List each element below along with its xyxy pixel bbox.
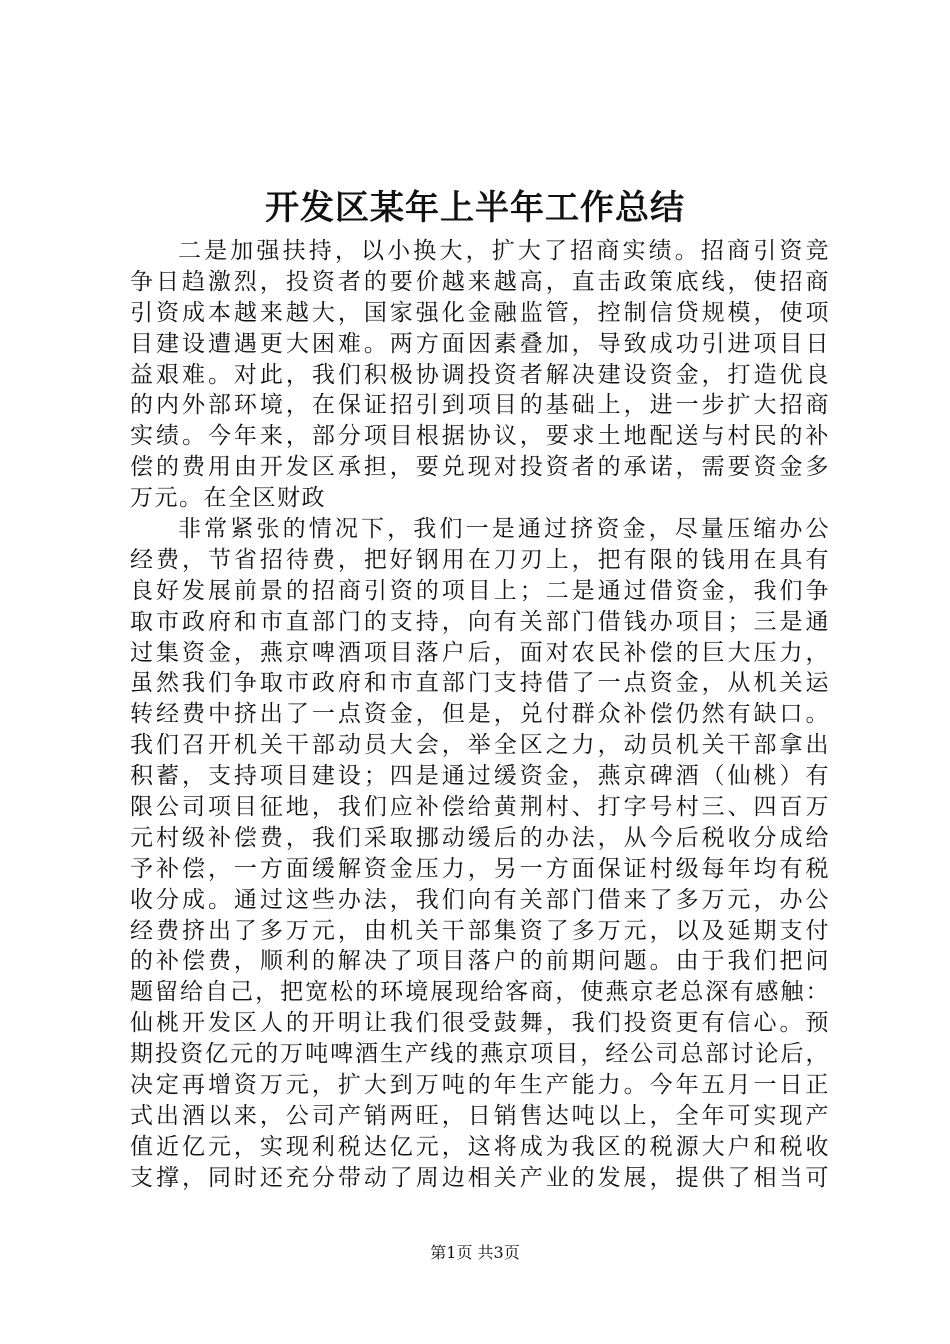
text-line: 值近亿元，实现利税达亿元，这将成为我区的税源大户和税收 [130,1133,830,1160]
text-line: 经费，节省招待费，把好钢用在刀刃上，把有限的钱用在具有 [130,546,830,573]
paragraph [130,236,830,514]
paragraph [130,514,830,1194]
text-line: 予补偿，一方面缓解资金压力，另一方面保证村级每年均有税 [130,855,830,882]
text-line: 期投资亿元的万吨啤酒生产线的燕京项目，经公司总部讨论后， [130,1041,830,1068]
text-line: 式出酒以来，公司产销两旺，日销售达吨以上，全年可实现产 [130,1102,830,1129]
text-line: 目建设遭遇更大困难。两方面因素叠加，导致成功引进项目日 [130,330,830,357]
text-line: 引资成本越来越大，国家强化金融监管，控制信贷规模，使项 [130,299,830,326]
page-footer: 第1页 共3页 [430,1243,520,1262]
text-line: 良好发展前景的招商引资的项目上；二是通过借资金，我们争 [130,577,830,604]
text-line: 虽然我们争取市政府和市直部门支持借了一点资金，从机关运 [130,670,830,697]
text-line: 偿的费用由开发区承担，要兑现对投资者的承诺，需要资金多 [130,454,830,481]
text-line: 仙桃开发区人的开明让我们很受鼓舞，我们投资更有信心。预 [130,1010,830,1037]
text-line: 万元。在全区财政 [130,485,326,512]
text-line: 过集资金，燕京啤酒项目落户后，面对农民补偿的巨大压力， [130,639,830,666]
text-line: 益艰难。对此，我们积极协调投资者解决建设资金，打造优良 [130,361,830,388]
text-line: 二是加强扶持，以小换大，扩大了招商实绩。招商引资竞 [178,238,830,264]
text-line: 题留给自己，把宽松的环境展现给客商，使燕京老总深有感触： [130,979,830,1006]
text-line: 实绩。今年来，部分项目根据协议，要求土地配送与村民的补 [130,423,830,450]
text-line: 收分成。通过这些办法，我们向有关部门借来了多万元，办公 [130,886,830,913]
text-line: 的补偿费，顺利的解决了项目落户的前期问题。由于我们把问 [130,948,830,975]
text-line: 转经费中挤出了一点资金，但是，兑付群众补偿仍然有缺口。 [130,701,830,728]
document-title: 开发区某年上半年工作总结 [265,188,685,228]
text-line: 积蓄，支持项目建设；四是通过缓资金，燕京碑酒（仙桃）有 [130,763,830,790]
text-line: 限公司项目征地，我们应补偿给黄荆村、打字号村三、四百万 [130,794,830,821]
text-line: 非常紧张的情况下，我们一是通过挤资金，尽量压缩办公 [178,516,830,543]
text-line: 争日趋激烈，投资者的要价越来越高，直击政策底线，使招商 [130,268,830,295]
text-line: 的内外部环境，在保证招引到项目的基础上，进一步扩大招商 [130,392,830,419]
text-line: 支撑，同时还充分带动了周边相关产业的发展，提供了相当可 [130,1164,830,1191]
text-line: 经费挤出了多万元，由机关干部集资了多万元，以及延期支付 [130,917,830,944]
document-body [130,236,830,1194]
text-line: 取市政府和市直部门的支持，向有关部门借钱办项目；三是通 [130,608,830,635]
text-line: 元村级补偿费，我们采取挪动缓后的办法，从今后税收分成给 [130,824,830,851]
text-line: 我们召开机关干部动员大会，举全区之力，动员机关干部拿出 [130,732,830,759]
text-line: 决定再增资万元，扩大到万吨的年生产能力。今年五月一日正 [130,1072,830,1099]
